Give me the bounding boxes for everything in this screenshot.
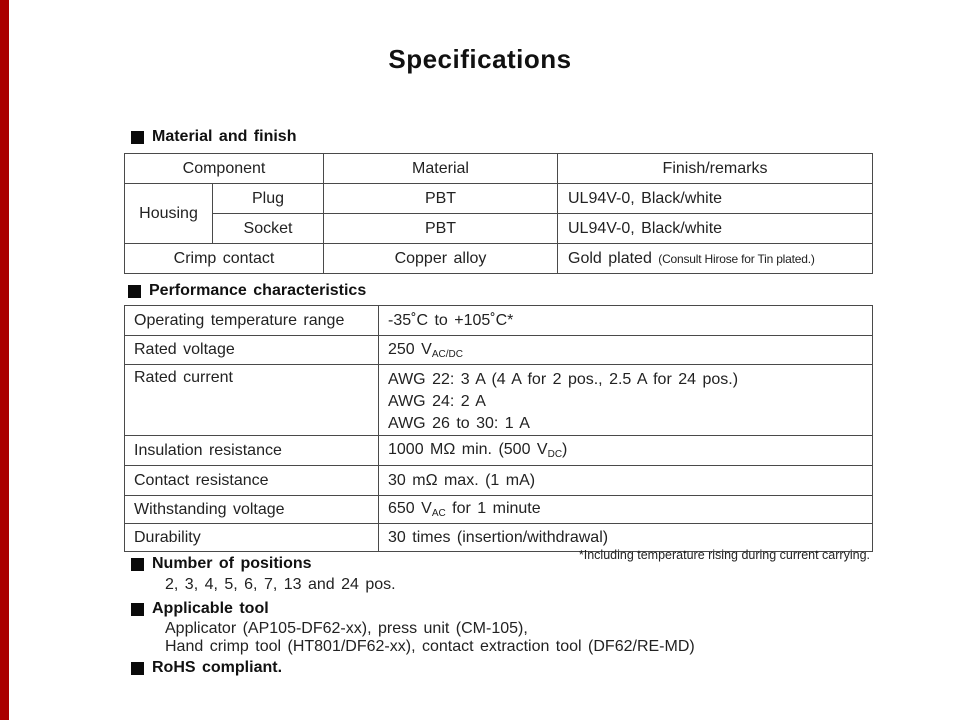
- cell-label: Operating temperature range: [125, 306, 379, 336]
- table-row-crimp-contact: [125, 244, 873, 274]
- square-bullet-icon: [128, 285, 141, 298]
- row-rated-current: [125, 365, 873, 436]
- cell-socket: Socket: [213, 214, 324, 244]
- section-heading-number-of-positions: [131, 555, 312, 573]
- cell-value: [379, 306, 873, 336]
- section-heading-label: Performance characteristics: [149, 282, 367, 299]
- table-header-row: [125, 154, 873, 184]
- value-text: -35˚C to +105˚C*: [388, 311, 514, 329]
- header-component: Component: [125, 154, 324, 184]
- value-text: 1000 MΩ min. (500 V: [388, 441, 548, 458]
- positions-list-text: 2, 3, 4, 5, 6, 7, 13 and 24 pos.: [165, 576, 396, 593]
- row-withstanding-voltage: [125, 496, 873, 524]
- cell-label: Rated current: [125, 365, 379, 436]
- section-heading-applicable-tool: [131, 600, 269, 618]
- cell-value: [379, 336, 873, 365]
- value-subscript: AC: [431, 508, 446, 519]
- cell-label: Contact resistance: [125, 466, 379, 496]
- row-operating-temperature: [125, 306, 873, 336]
- temperature-footnote: *Including temperature rising during current carrying.: [578, 548, 870, 562]
- value-text: 650 V: [388, 500, 432, 517]
- cell-label: Durability: [125, 524, 379, 552]
- value-text: 30 times (insertion/withdrawal): [388, 528, 609, 546]
- finish-note-text: (Consult Hirose for Tin plated.): [658, 251, 815, 266]
- section-heading-material-finish: [131, 128, 296, 146]
- cell-crimp-finish: [558, 244, 873, 274]
- section-heading-label: Applicable tool: [152, 600, 269, 617]
- value-text: ): [562, 441, 568, 458]
- cell-value: [379, 496, 873, 524]
- section-heading-label: Material and finish: [152, 128, 297, 145]
- value-line: AWG 22: 3 A (4 A for 2 pos., 2.5 A for 24 pos.): [388, 371, 739, 388]
- cell-housing: Housing: [125, 184, 213, 244]
- cell-value: [379, 466, 873, 496]
- tool-line: Applicator (AP105-DF62-xx), press unit (CM-105),: [165, 620, 528, 637]
- table-row-plug: [125, 184, 873, 214]
- square-bullet-icon: [131, 662, 144, 675]
- cell-label: Rated voltage: [125, 336, 379, 365]
- left-accent-bar: [0, 0, 9, 720]
- cell-plug-finish: UL94V-0, Black/white: [558, 184, 873, 214]
- square-bullet-icon: [131, 558, 144, 571]
- cell-value: [379, 365, 873, 436]
- value-subscript: AC/DC: [431, 348, 463, 360]
- performance-table: [124, 305, 873, 552]
- square-bullet-icon: [131, 603, 144, 616]
- value-line: AWG 26 to 30: 1 A: [388, 415, 530, 432]
- section-heading-label: RoHS compliant.: [152, 659, 283, 676]
- page-title: Specifications: [388, 44, 572, 74]
- cell-socket-material: PBT: [324, 214, 558, 244]
- section-heading-rohs: [131, 659, 282, 677]
- value-line: AWG 24: 2 A: [388, 393, 486, 410]
- table-row-socket: [125, 214, 873, 244]
- value-subscript: DC: [547, 449, 563, 460]
- section-heading-label: Number of positions: [152, 555, 312, 572]
- value-text: 250 V: [388, 340, 432, 358]
- row-contact-resistance: [125, 466, 873, 496]
- cell-value: [379, 436, 873, 466]
- value-text: for 1 minute: [445, 500, 541, 517]
- cell-label: Withstanding voltage: [125, 496, 379, 524]
- finish-main-text: Gold plated: [568, 249, 652, 267]
- cell-plug: Plug: [213, 184, 324, 214]
- row-insulation-resistance: [125, 436, 873, 466]
- material-finish-table: [124, 153, 873, 274]
- value-text: 30 mΩ max. (1 mA): [388, 471, 536, 489]
- cell-label: Insulation resistance: [125, 436, 379, 466]
- cell-crimp-material: Copper alloy: [324, 244, 558, 274]
- row-rated-voltage: [125, 336, 873, 365]
- cell-crimp-contact: Crimp contact: [125, 244, 324, 274]
- section-heading-performance: [128, 282, 366, 300]
- cell-plug-material: PBT: [324, 184, 558, 214]
- header-finish-remarks: Finish/remarks: [558, 154, 873, 184]
- square-bullet-icon: [131, 131, 144, 144]
- header-material: Material: [324, 154, 558, 184]
- cell-socket-finish: UL94V-0, Black/white: [558, 214, 873, 244]
- tool-line: Hand crimp tool (HT801/DF62-xx), contact extraction tool (DF62/RE-MD): [165, 638, 695, 655]
